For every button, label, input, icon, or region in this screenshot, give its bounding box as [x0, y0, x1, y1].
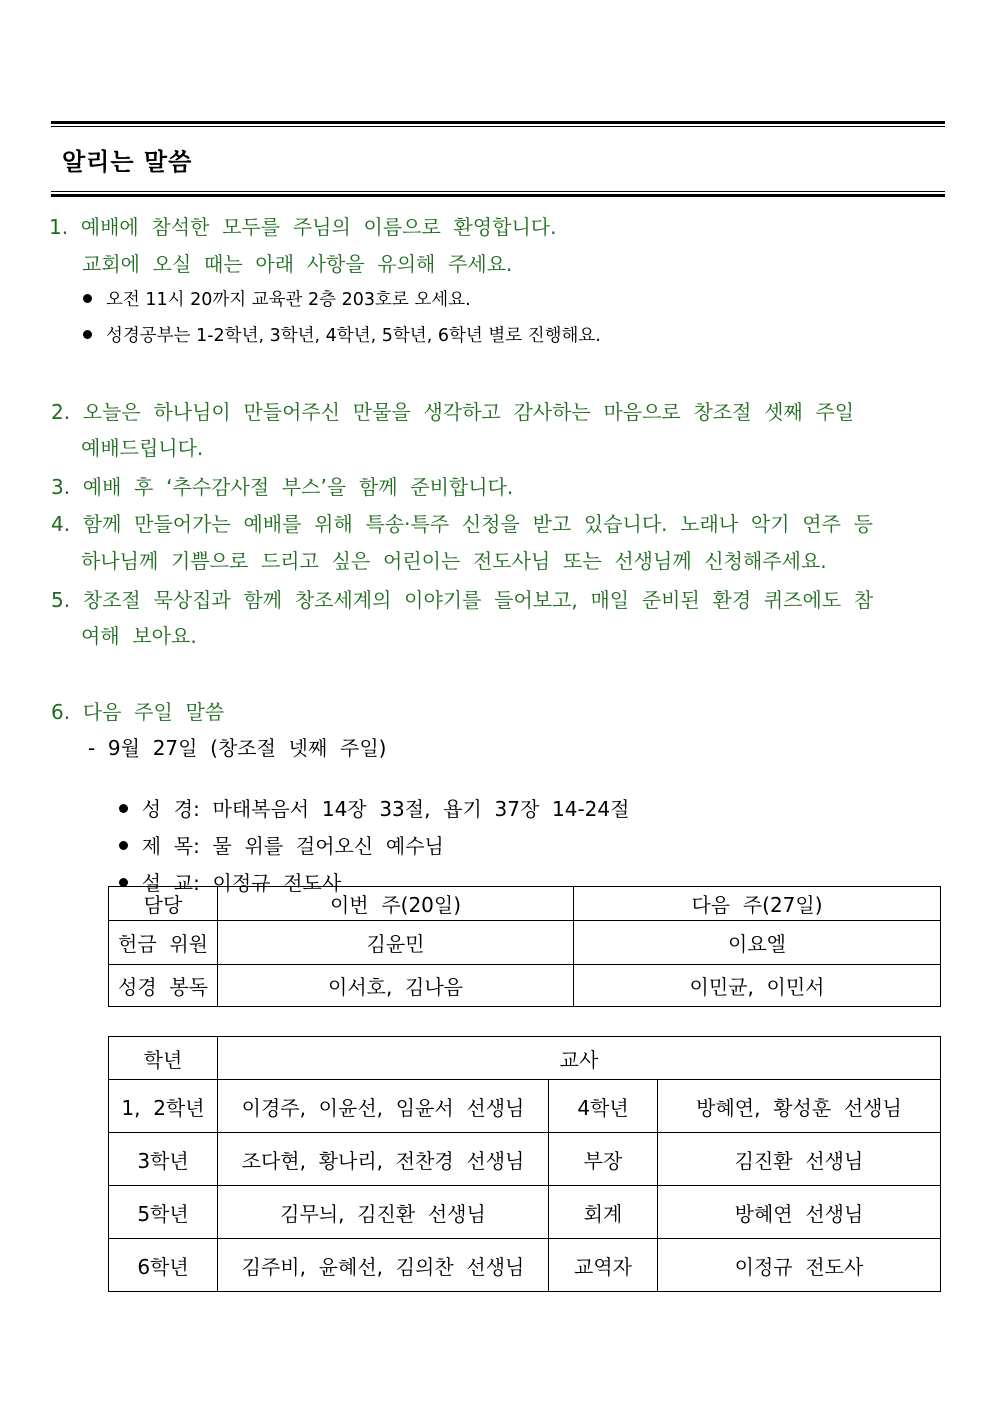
- teacher-cell: 방혜연, 황성훈 선생님: [658, 1080, 941, 1133]
- teacher-table: [108, 1036, 941, 1292]
- teacher-header-teachers: 교사: [218, 1037, 941, 1080]
- grade-cell: 교역자: [549, 1239, 658, 1292]
- announcement-4-line1: 4. 함께 만들어가는 예배를 위해 특송·특주 신청을 받고 있습니다. 노래나 악기 연주 등: [51, 512, 873, 536]
- announcement-3-line1: 3. 예배 후 ‘추수감사절 부스’을 함께 준비합니다.: [51, 475, 514, 499]
- teacher-cell: 이경주, 이윤선, 임윤서 선생님: [218, 1080, 549, 1133]
- duty-role-cell: 성경 봉독: [109, 965, 218, 1007]
- teacher-cell: 조다현, 황나리, 전찬경 선생님: [218, 1133, 549, 1186]
- announcement-6-heading: 6. 다음 주일 말씀: [51, 700, 225, 724]
- grade-cell: 부장: [549, 1133, 658, 1186]
- next-sunday-bullet-1: 성 경: 마태복음서 14장 33절, 욥기 37장 14-24절: [106, 769, 629, 822]
- duty-role-cell: 헌금 위원: [109, 921, 218, 965]
- bottom-rule-thick: [51, 194, 945, 197]
- next-sunday-bullet-2: 제 목: 물 위를 걸어오신 예수님: [106, 806, 444, 859]
- top-rule-thick: [51, 121, 945, 124]
- teacher-cell: 김진환 선생님: [658, 1133, 941, 1186]
- announcement-1-line2: 교회에 오실 때는 아래 사항을 유의해 주세요.: [82, 252, 513, 276]
- duty-this-week-cell: 이서호, 김나음: [218, 965, 574, 1007]
- page-title: 알리는 말씀: [62, 148, 193, 176]
- teacher-cell: 이정규 전도사: [658, 1239, 941, 1292]
- grade-cell: 3학년: [109, 1133, 218, 1186]
- table-row: [109, 1186, 941, 1239]
- teacher-cell: 방혜연 선생님: [658, 1186, 941, 1239]
- table-row: [109, 1239, 941, 1292]
- bottom-rule-thin: [51, 191, 945, 192]
- duty-this-week-cell: 김윤민: [218, 921, 574, 965]
- announcement-1-bullet-2: 성경공부는 1-2학년, 3학년, 4학년, 5학년, 6학년 별로 진행해요.: [83, 322, 601, 347]
- duty-header-role: 담당: [109, 887, 218, 921]
- next-sunday-date: - 9월 27일 (창조절 넷째 주일): [88, 736, 387, 760]
- announcement-2-line1: 2. 오늘은 하나님이 만들어주신 만물을 생각하고 감사하는 마음으로 창조절 셋째 주일: [51, 400, 855, 424]
- table-row: [109, 965, 941, 1007]
- grade-cell: 5학년: [109, 1186, 218, 1239]
- bullet-dot-icon: [83, 294, 92, 303]
- announcement-5-line1: 5. 창조절 묵상집과 함께 창조세계의 이야기를 들어보고, 매일 준비된 환경 퀴즈에도 참: [51, 588, 874, 612]
- table-row: [109, 921, 941, 965]
- announcement-2-line2: 예배드립니다.: [81, 436, 204, 460]
- bullet-dot-icon: [83, 330, 92, 339]
- grade-cell: 1, 2학년: [109, 1080, 218, 1133]
- grade-cell: 4학년: [549, 1080, 658, 1133]
- duty-next-week-cell: 이민균, 이민서: [574, 965, 941, 1007]
- top-rule-thin: [51, 126, 945, 127]
- table-row: [109, 1080, 941, 1133]
- announcement-1-line1: 1. 예배에 참석한 모두를 주님의 이름으로 환영합니다.: [49, 215, 557, 239]
- duty-header-this-week: 이번 주(20일): [218, 887, 574, 921]
- teacher-cell: 김무늬, 김진환 선생님: [218, 1186, 549, 1239]
- table-row: [109, 1133, 941, 1186]
- teacher-header-grade: 학년: [109, 1037, 218, 1080]
- grade-cell: 6학년: [109, 1239, 218, 1292]
- announcement-5-line2: 여해 보아요.: [81, 624, 197, 648]
- teacher-cell: 김주비, 윤혜선, 김의찬 선생님: [218, 1239, 549, 1292]
- duty-table: [108, 886, 941, 1007]
- announcement-4-line2: 하나님께 기쁨으로 드리고 싶은 어린이는 전도사님 또는 선생님께 신청해주세요.: [81, 549, 827, 573]
- announcement-1-bullet-1: 오전 11시 20까지 교육관 2층 203호로 오세요.: [83, 286, 471, 311]
- duty-header-next-week: 다음 주(27일): [574, 887, 941, 921]
- next-sunday-bullet-3: 설 교: 이정규 전도사: [106, 843, 341, 896]
- duty-next-week-cell: 이요엘: [574, 921, 941, 965]
- grade-cell: 회계: [549, 1186, 658, 1239]
